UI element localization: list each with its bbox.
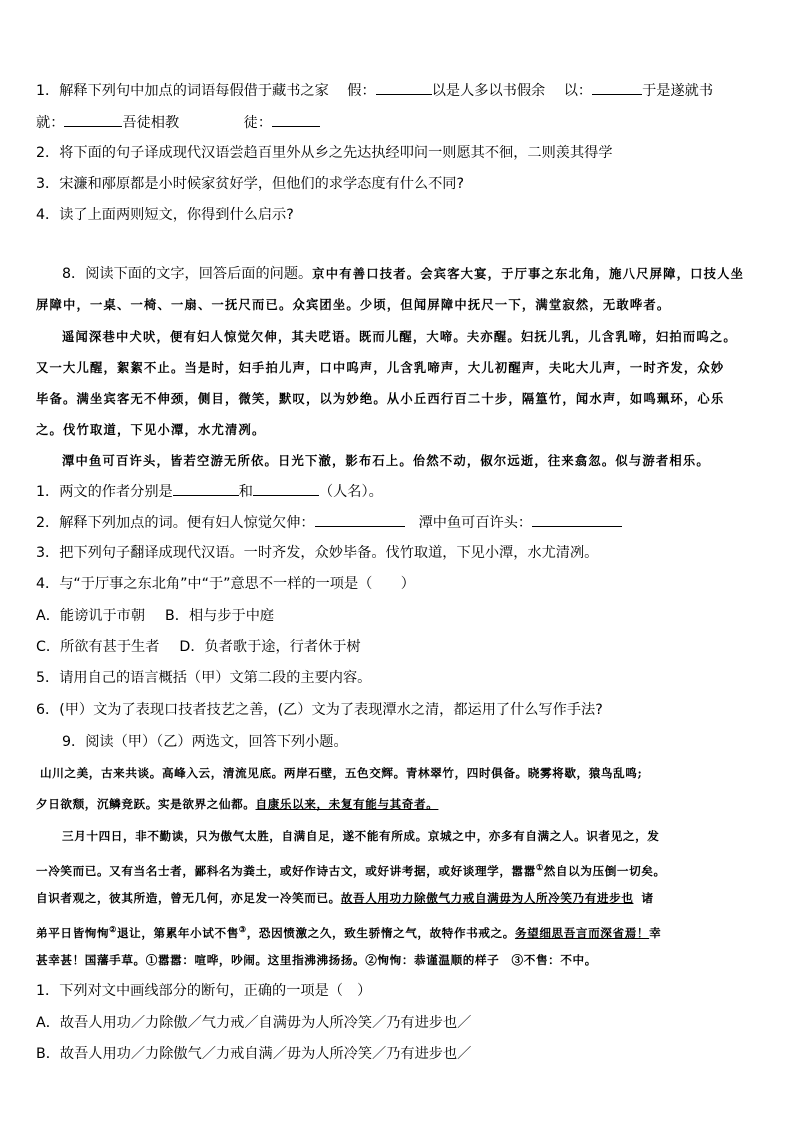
option-a-q9[interactable]: A．故吾人用功／力除傲／气力戒／自满毋为人所冷笑／乃有进步也／: [36, 1015, 472, 1031]
option-c[interactable]: C．所欲有甚于生者: [36, 639, 160, 655]
q9-passage-p2-line3: [36, 888, 770, 908]
q9-p2-text2: 自识者观之，彼其所造，曾无几何，亦足发一冷笑而已。: [36, 891, 341, 905]
q8-passage-p3: 潭中鱼可百许头，皆若空游无所依。日光下澈，影布石上。佁然不动，俶尔远逝，往来翕忽。似与游者相乐。: [62, 453, 710, 468]
q9-p2-text7: 幸: [649, 925, 662, 940]
q8-passage-p1-line1: 京中有善口技者。会宾客大宴，于厅事之东北角，施八尺屏障，口技人坐: [312, 266, 745, 281]
q7-sub1-line2: [36, 112, 770, 133]
q9-p2-text3: 诸: [641, 891, 654, 905]
answer-blank-qianshen[interactable]: [315, 512, 405, 527]
option-a[interactable]: A．能谤讥于市朝: [36, 608, 146, 624]
q7-sub1-text: 1．解释下列句中加点的词语每假借于藏书之家: [36, 83, 329, 99]
footnote-marker-1: ①: [535, 862, 544, 872]
q7-yi-context: 于是遂就书: [642, 83, 714, 99]
q8-sub4-options-ab: [36, 606, 770, 626]
q7-sub1-line1: [36, 80, 770, 101]
q8-sub4-options-cd: [36, 637, 770, 657]
option-b[interactable]: B．相与步于中庭: [165, 608, 275, 624]
q7-sub3: 3．宋濂和邴原都是小时候家贫好学，但他们的求学态度有什么不同?: [36, 176, 464, 192]
q7-jia-context: 以是人多以书假余: [431, 83, 546, 99]
q8-sub2: [36, 512, 770, 533]
answer-blank-jia[interactable]: [376, 80, 432, 95]
option-b-q9[interactable]: B．故吾人用功／力除傲气／力戒自满／毋为人所冷笑／乃有进步也／: [36, 1046, 472, 1062]
q8-sub4: 4．与“于厅事之东北角”中“于”意思不一样的一项是（ ）: [36, 576, 415, 592]
option-d[interactable]: D．负者歌于途，行者休于树: [179, 639, 361, 655]
q8-passage-p2-line1: 遥闻深巷中犬吠，便有妇人惊觉欠伸，其夫呓语。既而儿醒，大啼。夫亦醒。妇抚儿乳，儿含乳啼，妇拍而呜之。: [62, 329, 737, 344]
footnote-marker-2: ②: [109, 924, 117, 934]
q7-yi-label: 以：: [563, 83, 593, 99]
q8-passage-p2-line2: 又一大儿醒，絮絮不止。当是时，妇手拍儿声，口中呜声，儿含乳啼声，大儿初醒声，夫叱大儿声，一时齐发，众妙: [36, 360, 725, 375]
q9-p2-text5: 退让，第累年小试不售: [116, 925, 239, 940]
q9-p2-text4: 弟平日皆恂恂: [36, 925, 110, 940]
answer-blank-ke[interactable]: [532, 512, 622, 527]
q8-sub1-text: 1．两文的作者分别是: [36, 484, 173, 500]
q9-p2-underlined2: 务望细思吾言而深省焉！: [514, 925, 650, 940]
answer-blank-tu[interactable]: [272, 112, 320, 127]
q8-passage-p1-line2: 屏障中，一桌、一椅、一扇、一抚尺而已。众宾团坐。少顷，但闻屏障中抚尺一下，满堂寂然，无敢哗者。: [36, 297, 671, 312]
answer-blank-author1[interactable]: [173, 481, 239, 496]
q9-passage-p2-line2: [36, 857, 770, 881]
q8-sub1-and: 和: [238, 484, 253, 500]
q8-sub1-suffix: （人名）。: [318, 484, 383, 500]
q9-passage-p2-line4: [36, 919, 770, 943]
q8-heading-line: [62, 264, 770, 284]
q8-sub6: 6．(甲）文为了表现口技者技艺之善，(乙）文为了表现潭水之清，都运用了什么写作手法?: [36, 702, 603, 718]
q9-p2-text-cont: 然自以为压倒一切矣。: [543, 863, 666, 878]
q9-p2-text6: ，恐因愤激之久，致生骄惰之气，故特作书戒之。: [246, 925, 515, 940]
q8-passage-p2-line3: 毕备。满坐宾客无不伸颈，侧目，微笑，默叹，以为妙绝。从小丘西行百二十步，隔篁竹，闻水声，如鸣珮环，心乐: [36, 391, 725, 406]
q9-passage-p1-line2: [36, 794, 770, 814]
q7-jiu-label: 就：: [36, 115, 65, 131]
q8-sub2-text: 2．解释下列加点的词。便有妇人惊觉欠伸：: [36, 515, 315, 531]
q9-p2-text: 一冷笑而已。又有当名士者，鄙科名为粪土，或好作诗古文，或好讲考据，或好谈理学，嚣嚣: [36, 863, 536, 878]
answer-blank-author2[interactable]: [253, 481, 319, 496]
q7-jia-label: 假：: [347, 83, 376, 99]
q9-heading: 9．阅读（甲）（乙）两选文，回答下列小题。: [62, 734, 348, 750]
q8-sub2-text2: 潭中鱼可百许头：: [418, 515, 533, 531]
q7-sub2: 2．将下面的句子译成现代汉语尝趋百里外从乡之先达执经叩问一则愿其不徊，二则羡其得学: [36, 145, 613, 161]
q8-sub5: 5．请用自己的语言概括（甲）文第二段的主要内容。: [36, 670, 372, 686]
answer-blank-jiu[interactable]: [64, 112, 122, 127]
q9-sub1: 1．下列对文中画线部分的断句，正确的一项是（ ）: [36, 983, 372, 999]
q8-sub3: 3．把下列句子翻译成现代汉语。一时齐发，众妙毕备。伐竹取道，下见小潭，水尤清冽。: [36, 545, 599, 561]
q7-jiu-context: 吾徒相教: [122, 115, 180, 131]
q9-passage-footnotes: 甚幸甚！国藩手草。①嚣嚣：喧哗，吵闹。这里指沸沸扬扬。②恂恂：恭谨温顺的样子 ③不售：不中。: [36, 953, 597, 967]
q8-passage-p2-line4: 之。伐竹取道，下见小潭，水尤清冽。: [36, 422, 266, 437]
q7-tu-label: 徒：: [243, 115, 273, 131]
q9-passage-p1-line1: 山川之美，古来共谈。高峰入云，清流见底。两岸石壁，五色交辉。青林翠竹，四时俱备。晓雾将歇，猿鸟乱鸣;: [40, 766, 643, 780]
answer-blank-yi[interactable]: [592, 80, 642, 95]
footnote-marker-3: ③: [238, 924, 247, 934]
q9-p1-underlined: 自康乐以来，未复有能与其奇者。: [255, 797, 439, 811]
q9-passage-p2-line1: 三月十四日，非不勤读，只为傲气太胜，自满自足，遂不能有所成。京城之中，亦多有自满之人。识者见之，发: [62, 829, 660, 843]
q9-p2-underlined: 故吾人用功力除傲气力戒自满毋为人所冷笑乃有进步也: [340, 891, 634, 905]
q9-p1-text: 夕日欲颓，沉鳞竞跃。实是欲界之仙都。: [36, 797, 256, 811]
q8-sub1: [36, 481, 770, 502]
q7-sub4: 4．读了上面两则短文，你得到什么启示?: [36, 207, 294, 223]
q8-heading: 8．阅读下面的文字，回答后面的问题。: [62, 266, 313, 282]
